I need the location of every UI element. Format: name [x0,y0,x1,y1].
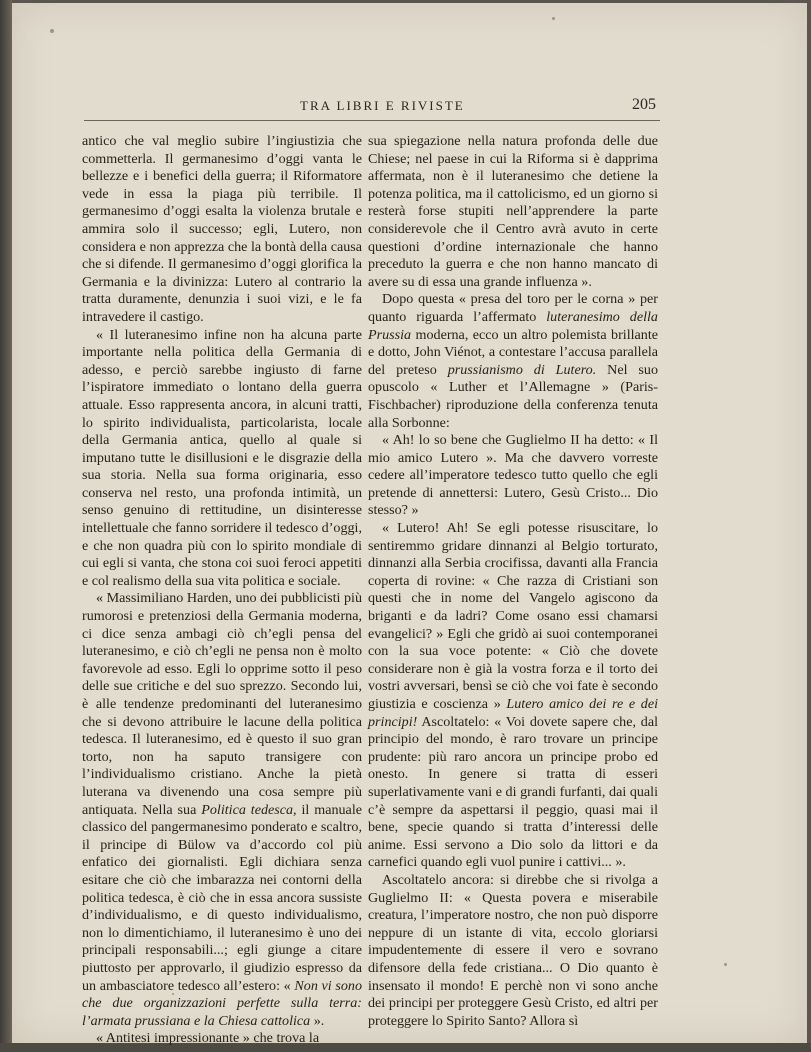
paragraph: « Antitesi impressionante » che trova la [96,1030,320,1047]
running-head: TRA LIBRI E RIVISTE [300,98,465,113]
right-column [368,133,658,1030]
header-rule [84,120,660,121]
paragraph: Dopo questa « presa del toro per le corna » per quanto riguarda l’affermato luteranesimo della Prussia moderna, ecco un altro polemista brillante e dotto, John Viénot, a contestare l’accusa parallela del preteso prussianismo di Lutero. Nel suo opuscolo « Luther et l’Allemagne » (Paris-Fischbacher) riproduzione della conferenza tenuta alla Sorbonne: [368,291,658,431]
paragraph: Ascoltatelo ancora: si direbbe che si rivolga a Guglielmo II: « Questa povera e miserabile creatura, l’imperatore nostro, che non può disporre neppure di un istante di vita, eccolo gloriarsi impudentemente di essere il vero e sovrano difensore della fede cristiana... O Dio quanto è insensato il mondo! E perchè non vi sono anche dei principi per proteggere Gesù Cristo, ed altri per proteggere lo Spirito Santo? Allora sì [368,871,658,1029]
paragraph: « Lutero! Ah! Se egli potesse risuscitare, lo sentiremmo gridare dinnanzi al Belgio torturato, dinnanzi alla Serbia crocifissa, davanti alla Francia coperta di rovine: « Che razza di Cristiani son questi che in nome del Vangelo agiscono da briganti e da ladri? Come osano essi chamarsi evangelici? » Egli che gridò ai suoi contemporanei con la sua voce potente: « Ciò che dovete considerare non è già la vostra forza e il torto dei vostri avversari, bensì se ciò che voi fate è secondo giustizia e coscienza » Lutero amico dei re e dei principi! Ascoltatelo: « Voi dovete sapere che, dal principio del mondo, è raro trovare un principe prudente: più raro ancora un principe probo ed onesto. In genere si tratta di esseri superlativamente vani e di grandi furfanti, dai quali c’è sempre da aspettarsi il peggio, quasi mai il bene, specie quando si tratta d’interessi delle anime. Essi servono a Dio solo da littori e da carnefici quando egli vuol punire i cattivi... ». [368,520,658,871]
page-binding-edge [0,0,12,1052]
paragraph: « Massimiliano Harden, uno dei pubblicisti più rumorosi e pretenziosi della Germania moderna, ci dice senza ambagi ciò ch’egli pensa del luteranesimo, e ciò ch’egli ne pensa non è molto favorevole ad esso. Egli lo opprime sotto il peso delle sue critiche e del suo sprezzo. Secondo lui, è alle tendenze predominanti del luteranesimo che si devono attribuire le lacune della politica tedesca. Il luteranesimo, ed è questo il suo gran torto, non ha saputo transigere con l’individualismo cristiano. Anche la pietà luterana va divenendo una cosa sempre più antiquata. Nella sua Politica tedesca, il manuale classico del pangermanesimo ponderato e scaltro, il principe di Bülow va d’accordo col più enfatico dei giornalisti. Egli dichiara senza esitare che ciò che imbarazza nei contorni della politica tedesca, è ciò che in essa ancora sussiste d’individualismo, e di questo individualismo, non lo dimentichiamo, il luteranesimo è uno dei principali responsabili...; egli giunge a citare piuttosto per approvarlo, il giudizio espresso da un ambasciatore tedesco all’estero: « Non vi sono che due organizzazioni perfette sulla terra: l’armata prussiana e la Chiesa cattolica ». [82,590,362,1029]
paragraph: antico che val meglio subire l’ingiustizia che commetterla. Il germanesimo d’oggi vanta le bellezze e i benefici della guerra; il Riformatore vede in essa la piaga più terribile. Il germanesimo d’oggi esalta la violenza brutale e ammira solo il successo; egli, Lutero, non considera e non apprezza che la bontà della causa che si difende. Il germanesimo d’oggi glorifica la Germania e la divinizza: Lutero al contrario la tratta duramente, denunzia i suoi vizi, e le fa intravedere il castigo. [82,133,362,325]
paper-speck [50,29,54,33]
left-column [82,133,362,1048]
paragraph: « Il luteranesimo infine non ha alcuna parte importante nella politica della Germania di adesso, e perciò sarebbe ingiusto di farne l’ispiratore immediato o lontano della guerra attuale. Esso rappresenta ancora, in alcuni tratti, lo spirito individualista, particolarista, locale della Germania antica, quello al quale si imputano tutte le disillusioni e le disgrazie della sua storia. Nella sua forma originaria, esso conserva nel resto, una profonda intimità, un senso genuino di rettitudine, un disinteresse intellettuale che fanno sorridere il tedesco d’oggi, e che non quadra più con lo spirito mondiale di cui egli si vanta, che stona coi suoi feroci appetiti e col realismo della sua vita politica e sociale. [82,326,362,589]
paper-speck [724,963,727,966]
paragraph: « Ah! lo so bene che Guglielmo II ha detto: « Il mio amico Lutero ». Ma che davvero vorreste cedere all’imperatore tedesco tutto quello che egli pretende di annettersi: Lutero, Gesù Cristo... Dio stesso? » [368,432,658,519]
page-number: 205 [632,96,656,113]
paragraph: sua spiegazione nella natura profonda delle due Chiese; nel paese in cui la Riforma si è dapprima affermata, non è il luteranesimo che detiene la potenza politica, ma il cattolicismo, ed un giorno si resterà forse stupiti nell’apprendere la parte considerevole che il Centro avrà avuto in certe questioni d’ordine internazionale che hanno preceduto la guerra e che non hanno mancato di avere su di essa una grande influenza ». [368,133,658,290]
paper-speck [552,17,555,20]
